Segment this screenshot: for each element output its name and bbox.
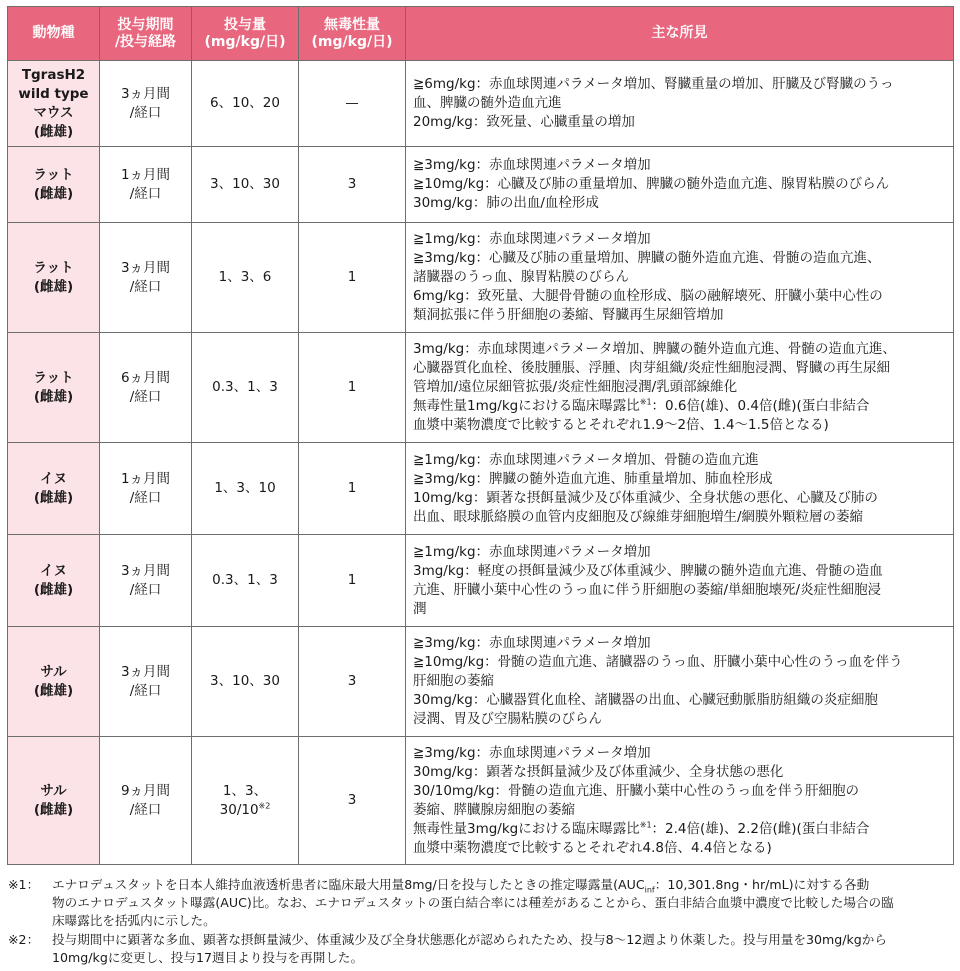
finding-item <box>413 175 949 194</box>
findings-cell <box>406 627 954 737</box>
period-route-cell <box>100 333 192 443</box>
header-species: 動物種 <box>8 7 100 61</box>
period-line: /経口 <box>129 278 162 295</box>
table-row <box>8 147 954 223</box>
finding-line: ≧3mg/kg：脾臓の髄外造血亢進、肺重量増加、肺血栓形成 <box>413 470 773 487</box>
finding-item <box>413 634 949 653</box>
finding-item <box>413 230 949 249</box>
finding-item <box>413 113 949 132</box>
finding-item <box>413 340 949 397</box>
species-line: サル <box>40 663 67 680</box>
toxicity-table <box>7 6 954 865</box>
finding-line: 血、脾臓の髄外造血亢進 <box>413 95 562 111</box>
period-line: /経口 <box>129 682 162 699</box>
table-row <box>8 223 954 333</box>
finding-line: 3mg/kg：軽度の摂餌量減少及び体重減少、脾臓の髄外造血亢進、骨髄の造血 <box>413 562 883 579</box>
finding-line: 管増加/遠位尿細管拡張/炎症性細胞浸潤/乳頭部線維化 <box>413 379 738 395</box>
finding-line: 血漿中薬物濃度で比較するとそれぞれ4.8倍、4.4倍となる) <box>413 839 772 856</box>
footnote-mark: ※2： <box>8 932 40 947</box>
dose-line: 3、10、30 <box>210 673 280 689</box>
finding-line: 無毒性量1mg/kgにおける臨床曝露比$^{※1}$：0.6倍(雄)、0.4倍(雌)(蛋白非結合 <box>413 397 870 414</box>
finding-line: 6mg/kg：致死量、大腿骨骨髄の血栓形成、脳の融解壊死、肝臓小葉中心性の <box>413 288 883 304</box>
finding-line: ≧1mg/kg：赤血球関連パラメータ増加 <box>413 543 651 560</box>
footnote-text <box>52 931 952 967</box>
species-line: イヌ <box>40 470 67 487</box>
finding-line: 諸臓器のうっ血、腺胃粘膜のびらん <box>413 269 629 285</box>
finding-line: 潤 <box>413 600 427 617</box>
finding-line: ≧1mg/kg：赤血球関連パラメータ増加、骨髄の造血亢進 <box>413 451 759 468</box>
finding-line: 血漿中薬物濃度で比較するとそれぞれ1.9～2倍、1.4～1.5倍となる) <box>413 417 829 433</box>
findings-cell <box>406 223 954 333</box>
footnote-mark: ※2 <box>258 801 271 810</box>
footnote-line: エナロデュスタットを日本人維持血液透析患者に臨床最大用量8mg/日を投与したときの推定曝露量($AUC_{inf}$：10,301.8ng・hr/mL)に対する各動 <box>52 877 870 895</box>
dose-cell <box>192 333 299 443</box>
species-line: (雌雄) <box>33 185 74 202</box>
findings-cell <box>406 535 954 627</box>
period-route-cell <box>100 737 192 865</box>
findings-cell <box>406 737 954 865</box>
finding-item <box>413 763 949 782</box>
finding-line: 3mg/kg：赤血球関連パラメータ増加、脾臓の髄外造血亢進、骨髄の造血亢進、 <box>413 341 896 357</box>
finding-line: 萎縮、膵臓腺房細胞の萎縮 <box>413 801 575 818</box>
species-cell <box>8 737 100 865</box>
dose-cell <box>192 223 299 333</box>
period-line: 1ヵ月間 <box>120 470 171 487</box>
species-cell <box>8 61 100 147</box>
noael-cell: 1 <box>299 333 406 443</box>
finding-line: 10mg/kg：顕著な摂餌量減少及び体重減少、全身状態の悪化、心臓及び肺の <box>413 489 878 506</box>
finding-item <box>413 691 949 729</box>
table-row <box>8 443 954 535</box>
header-period-route: 投与期間 /投与経路 <box>100 7 192 61</box>
period-line: /経口 <box>129 388 162 405</box>
header-noael: 無毒性量 (mg/kg/日) <box>299 7 406 61</box>
finding-item <box>413 249 949 287</box>
period-line: 3ヵ月間 <box>120 663 171 680</box>
dose-line: 30/10$^{※2}$ <box>219 801 271 818</box>
species-line: イヌ <box>40 562 67 579</box>
header-dose: 投与量 (mg/kg/日) <box>192 7 299 61</box>
finding-line: 浸潤、胃及び空腸粘膜のびらん <box>413 711 602 727</box>
finding-line: 心臓器質化血栓、後肢腫脹、浮腫、肉芽組織/炎症性細胞浸潤、腎臓の再生尿細 <box>413 360 891 376</box>
dose-line: 1、3、10 <box>214 480 276 496</box>
period-line: 1ヵ月間 <box>120 166 171 183</box>
species-line: (雌雄) <box>33 388 74 405</box>
finding-line: ≧3mg/kg：赤血球関連パラメータ増加 <box>413 157 651 173</box>
finding-line: 30mg/kg：肺の出血/血栓形成 <box>413 195 599 211</box>
dose-line: 6、10、20 <box>210 95 280 111</box>
finding-item <box>413 75 949 113</box>
noael-cell: 1 <box>299 443 406 535</box>
findings-cell <box>406 147 954 223</box>
species-cell <box>8 443 100 535</box>
finding-line: 無毒性量3mg/kgにおける臨床曝露比$^{※1}$：2.4倍(雄)、2.2倍(雌)(蛋白非結合 <box>413 820 870 837</box>
finding-item <box>413 744 949 763</box>
footnote-line: 床曝露比を括弧内に示した。 <box>52 913 216 928</box>
finding-line: ≧10mg/kg：心臓及び肺の重量増加、脾臓の髄外造血亢進、腺胃粘膜のびらん <box>413 176 890 192</box>
period-line: 3ヵ月間 <box>120 85 171 102</box>
table-row <box>8 737 954 865</box>
species-line: wild type <box>18 85 89 102</box>
footnote <box>8 876 952 930</box>
species-line: サル <box>40 782 67 799</box>
species-line: ラット <box>33 369 74 386</box>
finding-item <box>413 782 949 820</box>
findings-cell <box>406 333 954 443</box>
findings-cell <box>406 61 954 147</box>
finding-item <box>413 820 949 858</box>
finding-line: 30mg/kg：心臓器質化血栓、諸臓器の出血、心臓冠動脈脂肪組織の炎症細胞 <box>413 692 878 708</box>
period-line: 3ヵ月間 <box>120 562 171 579</box>
finding-item <box>413 194 949 213</box>
species-cell <box>8 147 100 223</box>
finding-item <box>413 470 949 489</box>
footnote <box>8 931 952 967</box>
species-line: TgrasH2 <box>21 66 86 83</box>
table-row <box>8 61 954 147</box>
finding-item <box>413 653 949 691</box>
table-row <box>8 333 954 443</box>
species-line: ラット <box>33 259 74 276</box>
noael-cell: 3 <box>299 627 406 737</box>
dose-cell <box>192 147 299 223</box>
table-row <box>8 627 954 737</box>
footnote-mark: ※1 <box>639 820 652 829</box>
dose-cell <box>192 627 299 737</box>
finding-item <box>413 397 949 435</box>
footnote-line: 物のエナロデュスタット曝露(AUC)比。なお、エナロデュスタットの蛋白結合率には種差があることから、蛋白非結合血漿中濃度で比較した場合の臨 <box>52 895 894 910</box>
period-line: 9ヵ月間 <box>120 782 171 799</box>
finding-item <box>413 451 949 470</box>
footnotes <box>8 876 952 968</box>
period-line: /経口 <box>129 581 162 598</box>
footnote-line: 投与期間中に顕著な多血、顕著な摂餌量減少、体重減少及び全身状態悪化が認められたため、投与8～12週より休薬した。投与用量を30mg/kgから <box>52 932 887 947</box>
finding-line: ≧3mg/kg：赤血球関連パラメータ増加 <box>413 635 651 651</box>
finding-line: 30/10mg/kg：骨髄の造血亢進、肝臓小葉中心性のうっ血を伴う肝細胞の <box>413 782 860 799</box>
noael-cell: 1 <box>299 535 406 627</box>
finding-line: 肝細胞の萎縮 <box>413 673 494 689</box>
finding-item <box>413 562 949 619</box>
finding-item <box>413 543 949 562</box>
species-line: ラット <box>33 166 74 183</box>
period-line: /経口 <box>129 104 162 121</box>
footnote-line: 10mg/kgに変更し、投与17週目より投与を再開した。 <box>52 950 364 965</box>
noael-cell: 3 <box>299 147 406 223</box>
finding-line: 30mg/kg：顕著な摂餌量減少及び体重減少、全身状態の悪化 <box>413 763 784 780</box>
period-route-cell <box>100 147 192 223</box>
dose-line: 1、3、6 <box>218 269 272 285</box>
finding-item <box>413 156 949 175</box>
finding-item <box>413 489 949 527</box>
footnote-text <box>52 876 952 930</box>
species-line: (雌雄) <box>33 278 74 295</box>
header-row <box>8 7 954 61</box>
finding-line: ≧6mg/kg：赤血球関連パラメータ増加、腎臓重量の増加、肝臓及び腎臓のうっ <box>413 76 894 92</box>
dose-cell <box>192 61 299 147</box>
finding-line: 類洞拡張に伴う肝細胞の萎縮、腎臓再生尿細管増加 <box>413 307 724 323</box>
period-route-cell <box>100 443 192 535</box>
table-row <box>8 535 954 627</box>
period-line: 3ヵ月間 <box>120 259 171 276</box>
dose-cell <box>192 535 299 627</box>
period-route-cell <box>100 535 192 627</box>
dose-line: 0.3、1、3 <box>212 572 278 588</box>
dose-cell <box>192 737 299 865</box>
finding-line: ≧3mg/kg：心臓及び肺の重量増加、脾臓の髄外造血亢進、骨髄の造血亢進、 <box>413 250 881 266</box>
period-line: /経口 <box>129 801 162 818</box>
noael-cell: 3 <box>299 737 406 865</box>
species-cell <box>8 223 100 333</box>
finding-line: 20mg/kg：致死量、心臓重量の増加 <box>413 114 635 130</box>
species-cell <box>8 333 100 443</box>
dose-line: 1、3、 <box>222 782 268 799</box>
header-findings: 主な所見 <box>406 7 954 61</box>
period-line: /経口 <box>129 489 162 506</box>
period-line: 6ヵ月間 <box>120 369 171 386</box>
species-cell <box>8 535 100 627</box>
species-line: (雌雄) <box>33 581 74 598</box>
period-route-cell <box>100 627 192 737</box>
period-route-cell <box>100 61 192 147</box>
finding-line: 出血、眼球脈絡膜の血管内皮細胞及び線維芽細胞増生/網膜外顆粒層の萎縮 <box>413 508 864 525</box>
finding-line: ≧1mg/kg：赤血球関連パラメータ増加 <box>413 231 651 247</box>
species-cell <box>8 627 100 737</box>
findings-cell <box>406 443 954 535</box>
species-line: (雌雄) <box>33 682 74 699</box>
finding-line: ≧3mg/kg：赤血球関連パラメータ増加 <box>413 744 651 761</box>
footnote-mark: ※1： <box>8 877 40 892</box>
dose-line: 3、10、30 <box>210 176 280 192</box>
footnote-mark: ※1 <box>639 397 652 407</box>
species-line: (雌雄) <box>33 123 74 140</box>
finding-line: 亢進、肝臓小葉中心性のうっ血に伴う肝細胞の萎縮/単細胞壊死/炎症性細胞浸 <box>413 581 882 598</box>
dose-line: 0.3、1、3 <box>212 379 278 395</box>
species-line: (雌雄) <box>33 801 74 818</box>
species-line: マウス <box>33 104 74 121</box>
dose-cell <box>192 443 299 535</box>
species-line: (雌雄) <box>33 489 74 506</box>
period-route-cell <box>100 223 192 333</box>
noael-cell: 1 <box>299 223 406 333</box>
finding-item <box>413 287 949 325</box>
period-line: /経口 <box>129 185 162 202</box>
finding-line: ≧10mg/kg：骨髄の造血亢進、諸臓器のうっ血、肝臓小葉中心性のうっ血を伴う <box>413 654 903 670</box>
noael-cell: — <box>299 61 406 147</box>
